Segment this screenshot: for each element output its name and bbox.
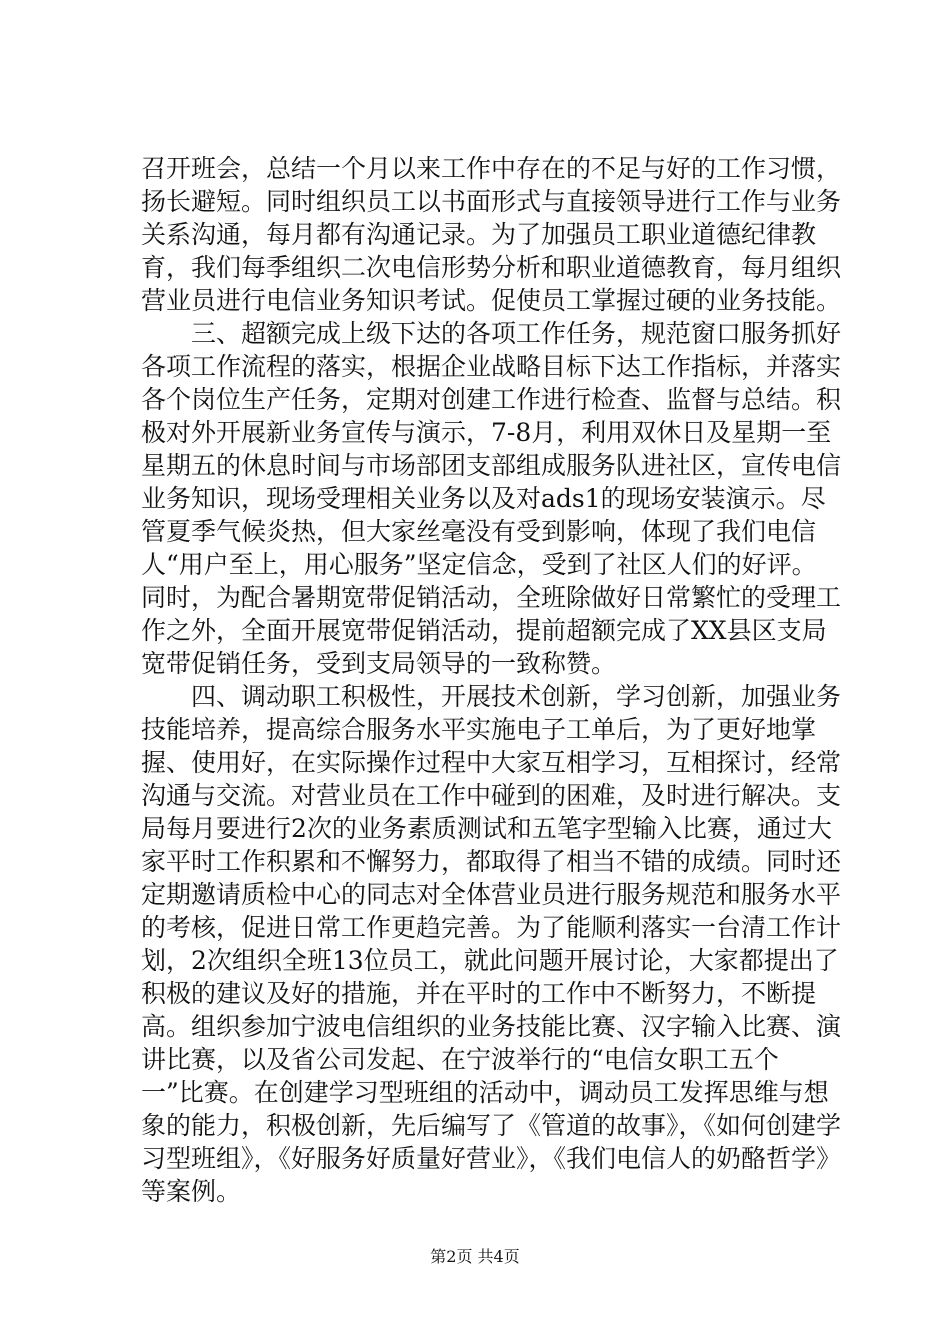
paragraph-section-four: 四、调动职工积极性，开展技术创新，学习创新，加强业务技能培养，提高综合服务水平实施电子工单后，为了更好地掌握、使用好，在实际操作过程中大家互相学习，互相探讨，经常沟通与交流。对营业员在工作中碰到的困难，及时进行解决。支局每月要进行2次的业务素质测试和五笔字型输入比赛，通过大家平时工作积累和不懈努力，都取得了相当不错的成绩。同时还定期邀请质检中心的同志对全体营业员进行服务规范和服务水平的考核，促进日常工作更趋完善。为了能顺利落实一台清工作计划，2次组织全班13位员工，就此问题开展讨论，大家都提出了积极的建议及好的措施，并在平时的工作中不断努力，不断提高。组织参加宁波电信组织的业务技能比赛、汉字输入比赛、演讲比赛，以及省公司发起、在宁波举行的“电信女职工五个一”比赛。在创建学习型班组的活动中，调动员工发挥思维与想象的能力，积极创新，先后编写了《管道的故事》，《如何创建学习型班组》，《好服务好质量好营业》，《我们电信人的奶酪哲学》等案例。 bbox=[141, 682, 842, 1206]
paragraph-section-three: 三、超额完成上级下达的各项工作任务，规范窗口服务抓好各项工作流程的落实，根据企业战略目标下达工作指标，并落实各个岗位生产任务，定期对创建工作进行检查、监督与总结。积极对外开展新业务宣传与演示，7-8月，利用双休日及星期一至星期五的休息时间与市场部团支部组成服务队进社区，宣传电信业务知识，现场受理相关业务以及对ads1的现场安装演示。尽管夏季气候炎热，但大家丝毫没有受到影响，体现了我们电信人“用户至上，用心服务”坚定信念，受到了社区人们的好评。同时，为配合暑期宽带促销活动，全班除做好日常繁忙的受理工作之外，全面开展宽带促销活动，提前超额完成了XX县区支局宽带促销任务，受到支局领导的一致称赞。 bbox=[141, 319, 842, 678]
page-number-footer: 第2页 共4页 bbox=[430, 1247, 520, 1266]
document-body bbox=[141, 152, 841, 1208]
paragraph-continuation: 召开班会，总结一个月以来工作中存在的不足与好的工作习惯，扬长避短。同时组织员工以书面形式与直接领导进行工作与业务关系沟通，每月都有沟通记录。为了加强员工职业道德纪律教育，我们每季组织二次电信形势分析和职业道德教育，每月组织营业员进行电信业务知识考试。促使员工掌握过硬的业务技能。 bbox=[141, 154, 842, 315]
